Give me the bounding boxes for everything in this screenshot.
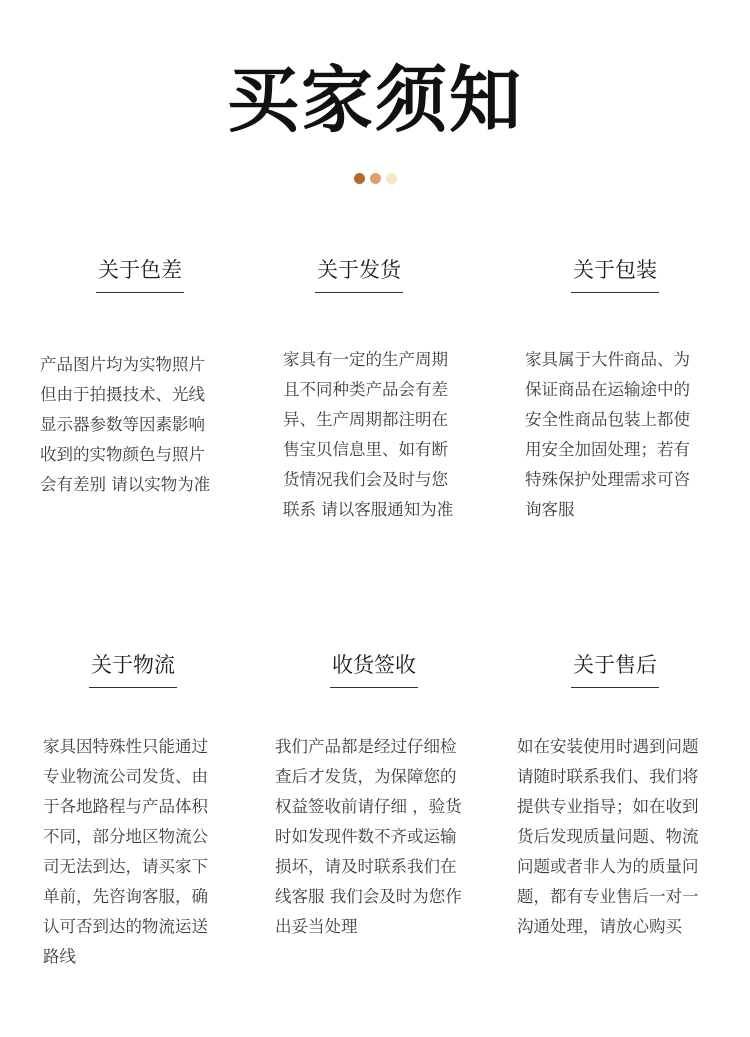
body-line: 路线 [43, 947, 76, 966]
body-line: 司无法到达，请买家下 [43, 857, 208, 876]
dot-light [386, 173, 397, 184]
body-line: 特殊保护处理需求可咨 [525, 470, 690, 489]
body-line: 异、生产周期都注明在 [283, 410, 448, 429]
body-line: 损坏，请及时联系我们在 [275, 857, 457, 876]
body-line: 我们产品都是经过仔细检 [275, 737, 457, 756]
body-line: 权益签收前请仔细 ，验货 [275, 797, 462, 816]
section-title: 关于包装 [571, 256, 659, 293]
body-line: 家具因特殊性只能通过 [43, 737, 208, 756]
section-title: 关于发货 [315, 256, 403, 293]
section-title: 收货签收 [330, 651, 418, 688]
body-line: 如在安装使用时遇到问题 [517, 737, 699, 756]
body-line: 出妥当处理 [275, 917, 358, 936]
section-body [275, 732, 475, 942]
body-line: 时如发现件数不齐或运输 [275, 827, 457, 846]
page-title: 买家须知 [226, 58, 523, 142]
body-line: 售宝贝信息里、如有断 [283, 440, 448, 459]
body-line: 不同，部分地区物流公 [43, 827, 208, 846]
section-body [43, 732, 243, 972]
body-line: 问题或者非人为的质量问 [517, 857, 699, 876]
section-body [517, 732, 717, 942]
section-title: 关于色差 [96, 256, 184, 293]
body-line: 但由于拍摄技术、光线 [40, 385, 205, 404]
body-line: 请随时联系我们、我们将 [517, 767, 699, 786]
body-line: 联系 请以客服通知为准 [283, 500, 454, 519]
body-line: 用安全加固处理；若有 [525, 440, 690, 459]
body-line: 且不同种类产品会有差 [283, 380, 448, 399]
body-line: 安全性商品包装上都使 [525, 410, 690, 429]
dot-dark [354, 173, 365, 184]
body-line: 询客服 [525, 500, 575, 519]
section-body [283, 345, 483, 525]
body-line: 提供专业指导；如在收到 [517, 797, 699, 816]
body-line: 会有差别 请以实物为准 [40, 475, 211, 494]
body-line: 货后发现质量问题、物流 [517, 827, 699, 846]
body-line: 收到的实物颜色与照片 [40, 445, 205, 464]
section-body [40, 350, 240, 500]
section-title: 关于物流 [89, 651, 177, 688]
dot-medium [370, 173, 381, 184]
body-line: 货情况我们会及时与您 [283, 470, 448, 489]
body-line: 家具有一定的生产周期 [283, 350, 448, 369]
body-line: 沟通处理，请放心购买 [517, 917, 682, 936]
body-line: 于各地路程与产品体积 [43, 797, 208, 816]
body-line: 保证商品在运输途中的 [525, 380, 690, 399]
body-line: 线客服 我们会及时为您作 [275, 887, 462, 906]
body-line: 家具属于大件商品、为 [525, 350, 690, 369]
body-line: 产品图片均为实物照片 [40, 355, 205, 374]
body-line: 显示器参数等因素影响 [40, 415, 205, 434]
section-body [525, 345, 725, 525]
body-line: 认可否到达的物流运送 [43, 917, 208, 936]
section-title: 关于售后 [571, 651, 659, 688]
body-line: 查后才发货，为保障您的 [275, 767, 457, 786]
body-line: 专业物流公司发货、由 [43, 767, 208, 786]
body-line: 单前，先咨询客服，确 [43, 887, 208, 906]
decorative-dots [0, 173, 750, 185]
body-line: 题，都有专业售后一对一 [517, 887, 699, 906]
